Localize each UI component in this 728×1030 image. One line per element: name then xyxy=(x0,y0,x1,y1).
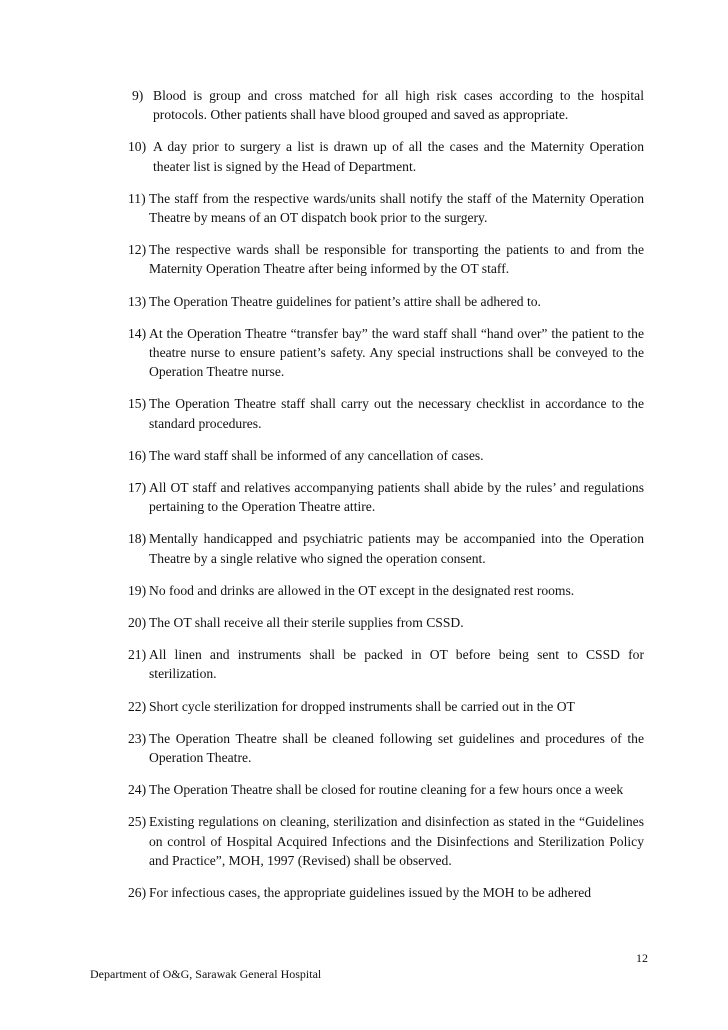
list-item-text: Short cycle sterilization for dropped instruments shall be carried out in the OT xyxy=(149,698,575,714)
list-item-text: The Operation Theatre shall be cleaned following set guidelines and procedures of the Operation Theatre. xyxy=(149,730,644,766)
list-item xyxy=(128,729,644,767)
list-item xyxy=(128,86,644,124)
list-item-number: 13) xyxy=(128,293,147,309)
list-item xyxy=(128,613,644,632)
list-item-number: 12) xyxy=(128,242,147,258)
list-item-number: 22) xyxy=(128,698,147,714)
list-item-text: All linen and instruments shall be packed in OT before being sent to CSSD for sterilization. xyxy=(149,647,644,682)
list-item-text: The Operation Theatre shall be closed for routine cleaning for a few hours once a week xyxy=(149,782,624,798)
list-item-number: 26) xyxy=(128,885,147,901)
list-item-text: The respective wards shall be responsible for transporting the patients to and from the Maternity Operation Theatre after being informed by the OT staff. xyxy=(149,242,644,277)
list-item-text: The Operation Theatre guidelines for patient’s attire shall be adhered to. xyxy=(149,293,541,309)
list-item-number: 17) xyxy=(128,480,147,496)
list-item xyxy=(128,478,644,516)
list-item xyxy=(128,529,644,567)
list-item-number: 10) xyxy=(128,139,147,155)
list-item-number: 15) xyxy=(128,396,147,412)
list-item-number: 9) xyxy=(132,88,144,103)
list-item-text: The OT shall receive all their sterile supplies from CSSD. xyxy=(149,615,464,631)
list-item-number: 20) xyxy=(128,615,147,631)
list-item-text: The Operation Theatre staff shall carry out the necessary checklist in accordance to the standard procedures. xyxy=(149,396,644,431)
list-item-text: Existing regulations on cleaning, sterilization and disinfection as stated in the “Guidelines on control of Hospital Acquired Infections and the Disinfections and Sterilization Policy and Practice”, MOH, 1997 (Revised) shall be observed. xyxy=(149,814,644,868)
list-item-number: 25) xyxy=(128,814,147,830)
list-item-text: At the Operation Theatre “transfer bay” the ward staff shall “hand over” the patient to the theatre nurse to ensure patient’s safety. Any special instructions shall be conveyed to the Operation Theatre nurse. xyxy=(149,325,644,380)
list-item-number: 18) xyxy=(128,531,147,547)
list-item-text: No food and drinks are allowed in the OT except in the designated rest rooms. xyxy=(149,582,575,598)
list-item-number: 21) xyxy=(128,647,147,663)
list-item-number: 23) xyxy=(128,730,147,746)
list-item xyxy=(128,394,644,432)
list-item-text: Mentally handicapped and psychiatric patients may be accompanied into the Operation Theatre by a single relative who signed the operation consent. xyxy=(149,531,644,566)
list-item xyxy=(128,240,644,278)
list-item-number: 19) xyxy=(128,582,147,598)
list-item-text: A day prior to surgery a list is drawn up of all the cases and the Maternity Operation theater list is signed by the Head of Department. xyxy=(153,139,644,174)
list-item-number: 16) xyxy=(128,447,147,463)
list-item-number: 11) xyxy=(128,190,146,206)
list-item-text: For infectious cases, the appropriate guidelines issued by the MOH to be adhered xyxy=(149,885,592,901)
list-item-text: All OT staff and relatives accompanying patients shall abide by the rules’ and regulations pertaining to the Operation Theatre attire. xyxy=(149,480,644,515)
procedure-list xyxy=(128,86,644,902)
list-item xyxy=(128,446,644,465)
list-item xyxy=(128,324,644,382)
list-item-text: Blood is group and cross matched for all high risk cases according to the hospital protocols. Other patients shall have blood grouped and saved as appropriate. xyxy=(153,88,644,123)
list-item xyxy=(128,189,644,227)
list-item-number: 24) xyxy=(128,782,147,798)
footer-department: Department of O&G, Sarawak General Hospital xyxy=(90,967,322,981)
list-item-text: The ward staff shall be informed of any cancellation of cases. xyxy=(149,447,484,463)
list-item-text: The staff from the respective wards/units shall notify the staff of the Maternity Operation Theatre by means of an OT dispatch book prior to the surgery. xyxy=(149,190,644,226)
list-item xyxy=(128,697,644,716)
list-item xyxy=(128,581,644,600)
list-item-number: 14) xyxy=(128,325,147,341)
list-item xyxy=(128,292,644,311)
list-item xyxy=(128,812,644,870)
list-item xyxy=(128,780,644,799)
list-item xyxy=(128,137,644,175)
page-number: 12 xyxy=(636,951,648,965)
list-item xyxy=(128,645,644,683)
list-item xyxy=(128,883,644,902)
